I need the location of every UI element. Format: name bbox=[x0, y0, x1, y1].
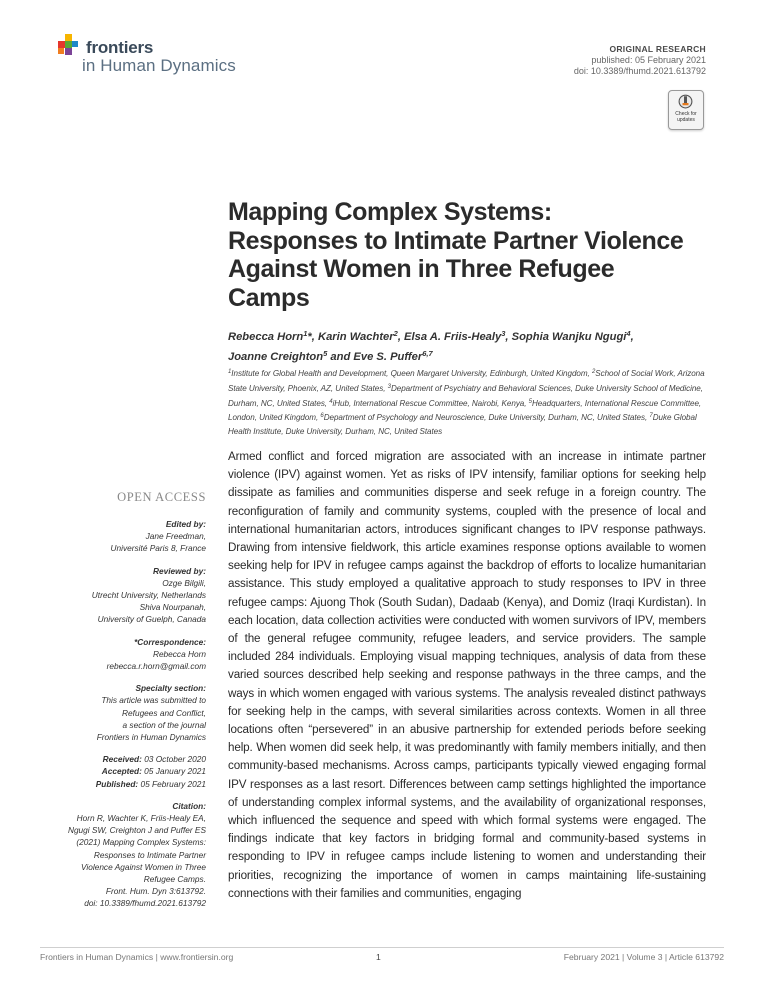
author[interactable]: Joanne Creighton$^5$ bbox=[228, 348, 328, 363]
accepted-date: Accepted: 05 January 2021 bbox=[101, 766, 206, 777]
author[interactable]: Eve S. Puffer$^{6,7}$ bbox=[353, 348, 433, 363]
journal-brand: frontiers bbox=[86, 38, 154, 57]
check-updates-icon bbox=[678, 94, 693, 109]
editor-affiliation: Université Paris 8, France bbox=[110, 543, 206, 554]
citation-line: Front. Hum. Dyn 3:613792. bbox=[105, 886, 206, 897]
open-access-label: OPEN ACCESS bbox=[117, 490, 206, 504]
correspondent-email[interactable]: rebecca.r.horn@gmail.com bbox=[106, 661, 206, 672]
correspondence-label: *Correspondence: bbox=[134, 636, 206, 647]
citation-line: Responses to Intimate Partner bbox=[93, 849, 206, 860]
footer-journal-link[interactable]: Frontiers in Human Dynamics | www.frontiersin.org bbox=[40, 952, 234, 962]
abstract-text: Armed conflict and forced migration are associated with an increase in intimate partner violence (IPV) against women. Yet as risks of IPV intensify, familiar options for seeking help dissipate as families and communities disperse and seek refuge in a foreign country. The reconfiguration of family and community systems, coupled with the presence of local and international humanitarian actors, introduces significant changes to IPV response pathways. Drawing from intensive fieldwork, this article examines response options available to women seeking help for IPV in refugee camps against the backdrop of efforts to localize humanitarian assistance. This study employed a qualitative approach to study responses to IPV in three refugee camps: Ajuong Thok (South Sudan), Dadaab (Kenya), and Domiz (Iraqi Kurdistan). In each location, data collection activities were conducted with women survivors of IPV, members of the general refugee community, refugee leaders, and service providers. The sample included 284 individuals. Employing visual mapping techniques, analysis of data from these varied sources described help seeking and response pathways in the three camps, and the ways in which women engaged with various systems. The analysis revealed distinct pathways for seeking help in the camps, with several similarities across contexts. Women in all three locations often “persevered” in an abusive partnership for extended periods before seeking help. When women did seek help, it was predominantly with family members initially, and then community-based mechanisms. Across camps, participants typically viewed engaging formal IPV responses as a last resort. Differences between camp settings highlighted the importance of understanding complex informal systems, and the availability of organizational responses, which influenced the sequence and speed with which formal systems were engaged. The findings indicate that key factors in bridging formal and community-based systems in responding to IPV in refugee camps include listening to women and understanding their priorities, recognizing the importance of women in camps maintaining life-sustaining connections with their families and communities, engaging bbox=[228, 450, 706, 900]
frontiers-logo-icon bbox=[58, 34, 84, 60]
citation-line: Refugee Camps. bbox=[143, 874, 206, 885]
published-date: published: 05 February 2021 bbox=[591, 55, 706, 65]
article-type: ORIGINAL RESEARCH bbox=[609, 44, 706, 54]
reviewer-name[interactable]: Ozge Bilgili, bbox=[162, 577, 206, 588]
specialty-line: This article was submitted to bbox=[101, 695, 206, 706]
doi-link[interactable]: doi: 10.3389/fhumd.2021.613792 bbox=[573, 66, 706, 76]
correspondent-name: Rebecca Horn bbox=[152, 648, 206, 659]
editor-name[interactable]: Jane Freedman, bbox=[145, 531, 206, 542]
specialty-line: Frontiers in Human Dynamics bbox=[96, 732, 206, 743]
check-updates-label: Check for updates bbox=[675, 111, 697, 123]
page-number: 1 bbox=[376, 952, 381, 962]
citation-line: Violence Against Women in Three bbox=[81, 861, 206, 872]
edited-by-label: Edited by: bbox=[165, 519, 206, 529]
footer-issue-info: February 2021 | Volume 3 | Article 613792 bbox=[563, 952, 724, 962]
reviewer-affiliation: Utrecht University, Netherlands bbox=[91, 590, 206, 601]
author[interactable]: Karin Wachter$^2$ bbox=[317, 329, 398, 343]
citation-line: Ngugi SW, Creighton J and Puffer ES bbox=[67, 825, 206, 836]
specialty-line: a section of the journal bbox=[122, 719, 206, 730]
affiliations: $^1$Institute for Global Health and Development, Queen Margaret University, Edinburgh, United Kingdom, $^2$School of Social Work, Arizona State University, Phoenix, AZ, United States, $^3$Department of Psychiatry and Behavioral Sciences, Duke University School of Medicine, Durham, NC, United States, $^4$iHub, International Rescue Committee, Nairobi, Kenya, $^5$Headquarters, International Rescue Committee, London, United Kingdom, $^6$Department of Psychology and Neuroscience, Duke University, Durham, NC, United States, $^7$Duke Global Health Institute, Duke University, Durham, NC, United States bbox=[228, 369, 705, 437]
author-list: Rebecca Horn$^1$*, Karin Wachter$^2$, Elsa A. Friis-Healy$^3$, Sophia Wanjku Ngugi$^4$, Joanne Creighton$^5$ and Eve S. Puffer$^{6,7}$ bbox=[228, 329, 634, 363]
footer-divider bbox=[40, 947, 724, 948]
specialty-section-label: Specialty section: bbox=[135, 683, 206, 694]
specialty-line: Refugees and Conflict, bbox=[122, 707, 206, 718]
published-date-sidebar: Published: 05 February 2021 bbox=[95, 778, 206, 789]
citation-line: (2021) Mapping Complex Systems: bbox=[76, 837, 206, 848]
citation-doi[interactable]: doi: 10.3389/fhumd.2021.613792 bbox=[84, 898, 206, 909]
received-date: Received: 03 October 2020 bbox=[102, 754, 206, 765]
article-title: Mapping Complex Systems: Responses to Intimate Partner Violence Against Women in Three Refugee Camps bbox=[228, 198, 684, 312]
author[interactable]: Elsa A. Friis-Healy$^3$ bbox=[404, 329, 506, 343]
reviewer-name[interactable]: Shiva Nourpanah, bbox=[139, 602, 206, 613]
reviewer-affiliation: University of Guelph, Canada bbox=[97, 614, 206, 625]
author[interactable]: Rebecca Horn$^1$* bbox=[228, 329, 312, 343]
article-info-sidebar bbox=[40, 518, 206, 910]
check-for-updates-button[interactable] bbox=[668, 90, 704, 130]
citation-line: Horn R, Wachter K, Friis-Healy EA, bbox=[76, 813, 206, 824]
citation-label: Citation: bbox=[172, 800, 206, 811]
journal-name: in Human Dynamics bbox=[82, 56, 236, 75]
reviewed-by-label: Reviewed by: bbox=[152, 565, 206, 576]
author[interactable]: Sophia Wanjku Ngugi$^4$ bbox=[511, 329, 631, 343]
journal-logo[interactable] bbox=[58, 32, 258, 82]
